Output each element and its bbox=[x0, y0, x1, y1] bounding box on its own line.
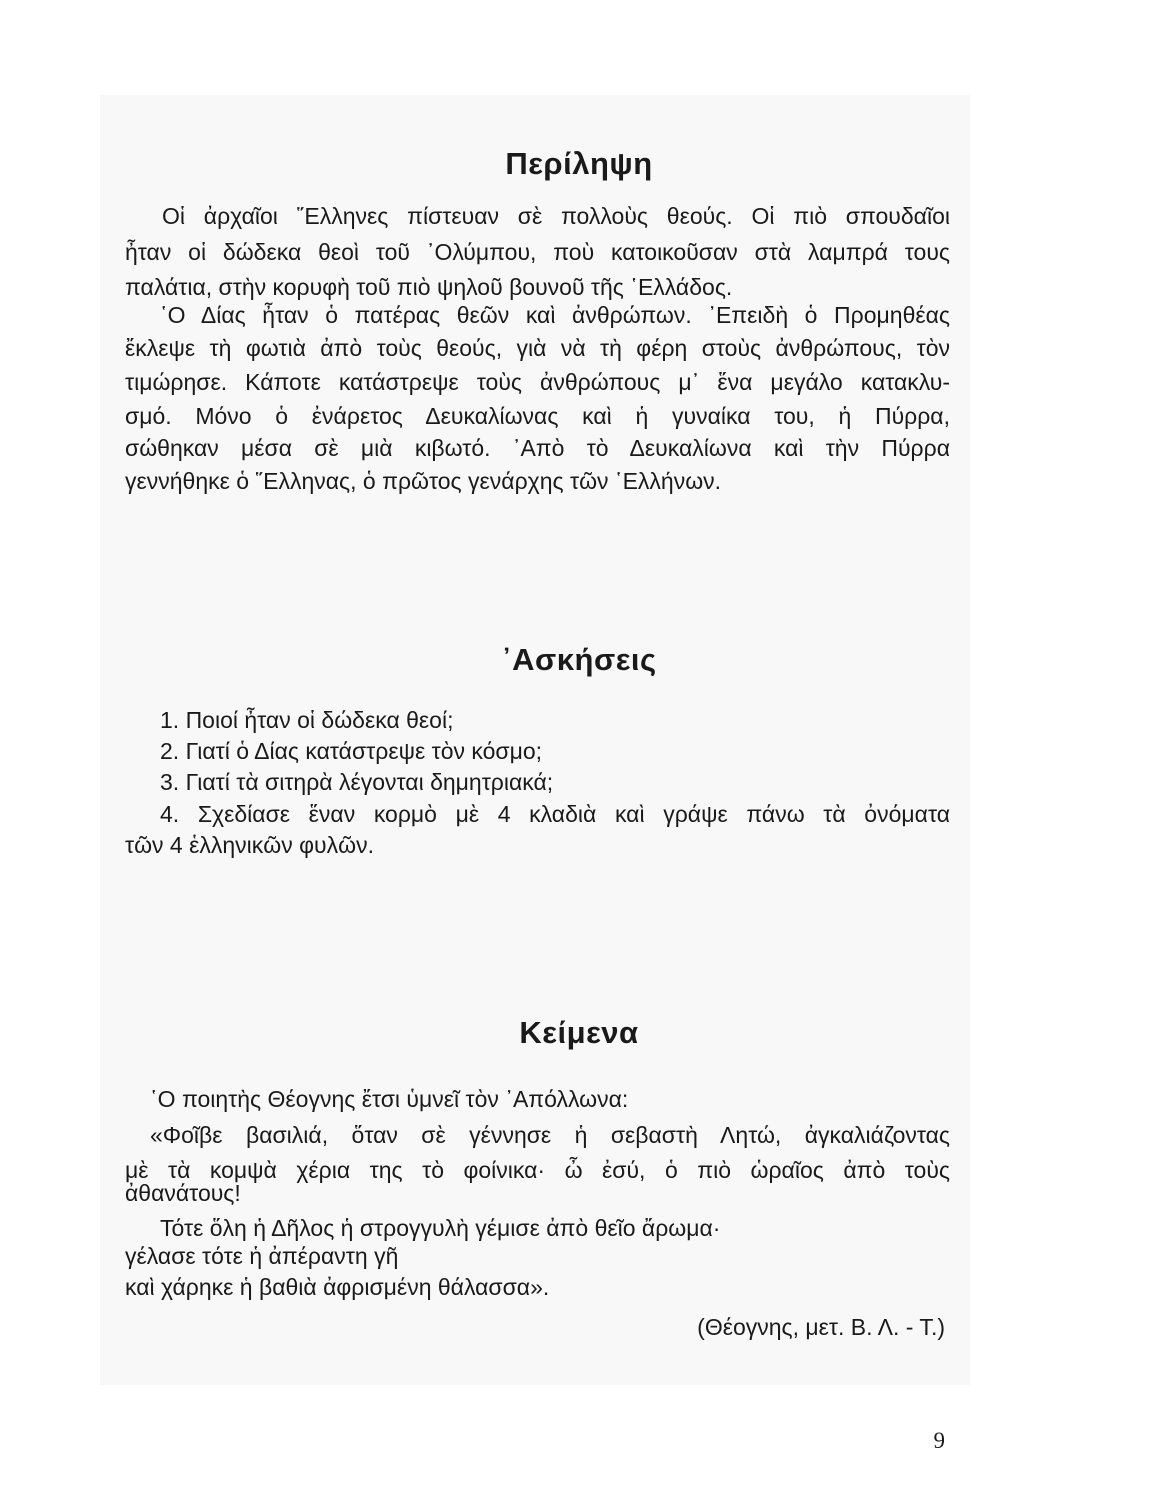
page-number: 9 bbox=[933, 1428, 945, 1453]
summary-line: ἦταν οἱ δώδεκα θεοὶ τοῦ ᾿Ολύμπου, ποὺ κατοικοῦσαν στὰ λαμπρά τους bbox=[125, 239, 950, 265]
texts-heading: Κείμενα bbox=[519, 1015, 639, 1050]
summary-line: τιμώρησε. Κάποτε κατάστρεψε τοὺς ἀνθρώπους μ᾿ ἕνα μεγάλο κατακλυ- bbox=[125, 369, 950, 395]
exercise-item: 3. Γιατί τὰ σιτηρὰ λέγονται δημητριακά; bbox=[160, 769, 554, 795]
exercise-item: 4. Σχεδίασε ἕναν κορμὸ μὲ 4 κλαδιὰ καὶ γράψε πάνω τὰ ὀνόματα bbox=[160, 801, 950, 827]
summary-line: σμό. Μόνο ὁ ἐνάρετος Δευκαλίωνας καὶ ἡ γυναίκα του, ἡ Πύρρα, bbox=[125, 403, 950, 429]
text-line: ἀθανάτους! bbox=[125, 1180, 241, 1206]
summary-line: σώθηκαν μέσα σὲ μιὰ κιβωτό. ᾿Απὸ τὸ Δευκαλίωνα καὶ τὴν Πύρρα bbox=[125, 435, 950, 461]
attribution: (Θέογνης, μετ. Β. Λ. - Τ.) bbox=[697, 1314, 945, 1340]
exercise-item: 2. Γιατί ὁ Δίας κατάστρεψε τὸν κόσμο; bbox=[160, 738, 543, 764]
text-line: «Φοῖβε βασιλιά, ὅταν σὲ γέννησε ἡ σεβαστὴ Λητώ, ἀγκαλιάζοντας bbox=[150, 1122, 950, 1148]
poem-line: Τότε ὅλη ἡ Δῆλος ἡ στρογγυλὴ γέμισε ἀπὸ θεῖο ἄρωμα· bbox=[160, 1215, 721, 1241]
text-line: μὲ τὰ κομψὰ χέρια της τὸ φοίνικα· ὦ ἐσύ, ὁ πιὸ ὡραῖος ἀπὸ τοὺς bbox=[125, 1157, 950, 1183]
summary-line: ῾Ο Δίας ἦταν ὁ πατέρας θεῶν καὶ ἀνθρώπων. ᾿Επειδὴ ὁ Προμηθέας bbox=[160, 302, 950, 328]
summary-heading: Περίληψη bbox=[505, 146, 653, 181]
text-line: ῾Ο ποιητὴς Θέογνης ἔτσι ὑμνεῖ τὸν ᾿Απόλλωνα: bbox=[150, 1086, 629, 1112]
summary-line: ἔκλεψε τὴ φωτιὰ ἀπὸ τοὺς θεούς, γιὰ νὰ τὴ φέρη στοὺς ἀνθρώπους, τὸν bbox=[125, 335, 950, 361]
summary-line: παλάτια, στὴν κορυφὴ τοῦ πιὸ ψηλοῦ βουνοῦ τῆς ῾Ελλάδος. bbox=[125, 274, 733, 300]
exercises-heading: ᾿Ασκήσεις bbox=[501, 642, 657, 677]
exercise-item-continuation: τῶν 4 ἑλληνικῶν φυλῶν. bbox=[125, 832, 374, 858]
exercise-item: 1. Ποιοί ἦταν οἱ δώδεκα θεοί; bbox=[160, 707, 454, 733]
poem-line: καὶ χάρηκε ἡ βαθιὰ ἀφρισμένη θάλασσα». bbox=[125, 1274, 550, 1300]
summary-line: γεννήθηκε ὁ ῞Ελληνας, ὁ πρῶτος γενάρχης τῶν ῾Ελλήνων. bbox=[125, 468, 722, 494]
summary-line: Οἱ ἀρχαῖοι ῞Ελληνες πίστευαν σὲ πολλοὺς θεούς. Οἱ πιὸ σπουδαῖοι bbox=[162, 203, 950, 229]
poem-line: γέλασε τότε ἡ ἀπέραντη γῆ bbox=[125, 1243, 399, 1269]
